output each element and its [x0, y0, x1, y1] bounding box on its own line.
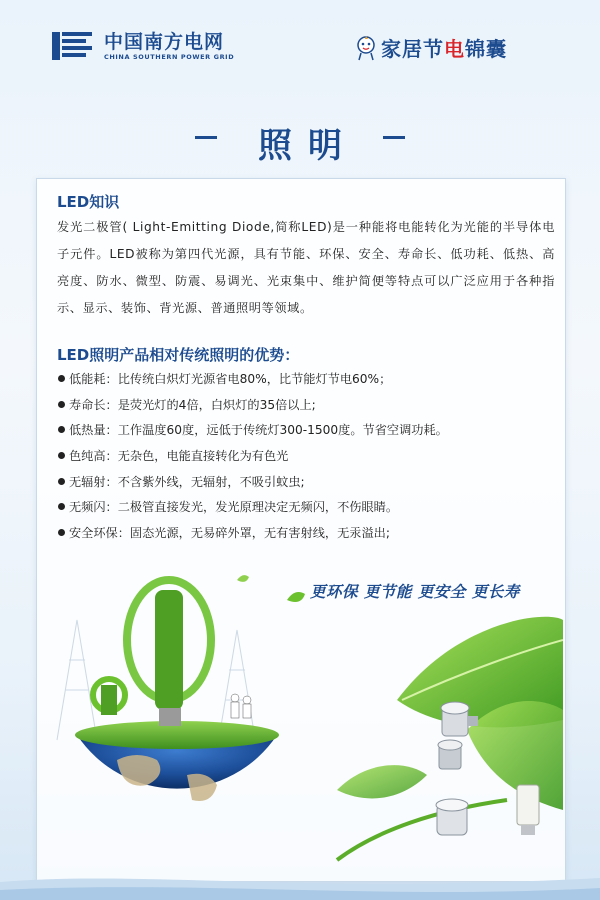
- led-bulb-3: [436, 799, 468, 835]
- bullet-icon: [58, 375, 65, 382]
- list-item: 无辐射：不含紫外线，无辐射，不吸引蚊虫;: [58, 470, 558, 496]
- bullet-icon: [58, 503, 65, 510]
- slogan-before: 家居节: [381, 37, 444, 61]
- advantages-list: [58, 367, 558, 547]
- logo-english-name: CHINA SOUTHERN POWER GRID: [104, 52, 235, 61]
- list-item: 寿命长：是荧光灯的4倍，白炽灯的35倍以上;: [58, 393, 558, 419]
- bullet-icon: [58, 529, 65, 536]
- list-item: 低热量：工作温度60度，远低于传统灯300-1500度。节省空调功耗。: [58, 418, 558, 444]
- list-item: 色纯高：无杂色，电能直接转化为有色光: [58, 444, 558, 470]
- slogan-highlight: 电: [444, 37, 465, 61]
- bottom-wave: [0, 870, 600, 900]
- grass-bulb-small: [93, 679, 125, 715]
- bullet-icon: [58, 401, 65, 408]
- campaign-logo: [355, 33, 507, 62]
- campaign-slogan: [381, 33, 507, 62]
- mascot-icon: [355, 35, 377, 61]
- leaf-illustration: [237, 575, 563, 860]
- power-grid-logo-icon: [52, 30, 98, 62]
- logo-chinese-name: 中国南方电网: [104, 30, 225, 53]
- bullet-icon: [58, 478, 65, 485]
- list-item: 安全环保：固态光源，无易碎外罩，无有害射线，无汞溢出;: [58, 521, 558, 547]
- csg-logo: [52, 30, 234, 62]
- list-item: 低能耗：比传统白炽灯光源省电80%，比节能灯节电60%；: [58, 367, 558, 393]
- page-title-row: [0, 112, 600, 166]
- tagline: 更环保 更节能 更安全 更长寿: [310, 583, 520, 601]
- bullet-icon: [58, 452, 65, 459]
- illustration-scene: [37, 560, 563, 880]
- section-led-knowledge-title: LED知识: [57, 193, 120, 211]
- page-title: 照明: [258, 126, 358, 166]
- led-bulb-4: [517, 785, 539, 835]
- led-bulb-2: [438, 740, 462, 769]
- globe-illustration: [75, 721, 279, 801]
- slogan-after: 锦囊: [465, 37, 507, 61]
- list-item: 无频闪：二极管直接发光，发光原理决定无频闪，不伤眼睛。: [58, 495, 558, 521]
- led-knowledge-paragraph: 发光二极管( Light-Emitting Diode,简称LED)是一种能将电能转化为光能的半导体电子元件。LED被称为第四代光源，具有节能、环保、安全、寿命长、低功耗、低热、高亮度、防水、微型、防震、易调光、光束集中、维护简便等特点可以广泛应用于各种指示、显示、装饰、背光源、普通照明等领域。: [57, 220, 555, 315]
- section-advantages-title: LED照明产品相对传统照明的优势：: [57, 346, 300, 364]
- bullet-icon: [58, 426, 65, 433]
- header: [0, 0, 600, 100]
- grass-bulb-large: [127, 580, 211, 726]
